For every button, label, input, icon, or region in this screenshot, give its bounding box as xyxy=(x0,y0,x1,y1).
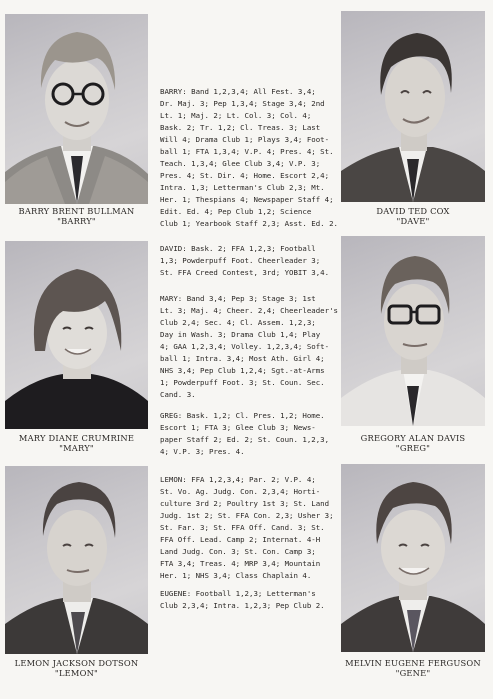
bio-line: 1; Powderpuff Foot. 3; St. Coun. Sec. xyxy=(160,378,325,387)
bio-barry xyxy=(160,86,338,230)
bio-david xyxy=(160,243,338,279)
bio-line: Lt. 1; Maj. 2; Lt. Col. 3; Col. 4; xyxy=(160,111,312,120)
bio-greg xyxy=(160,410,338,458)
bio-line: Intra. 1,3; Letterman's Club 2,3; Mt. xyxy=(160,183,325,192)
caption-barry-bullman xyxy=(0,206,153,226)
bio-line: St. Vo. Ag. Judg. Con. 2,3,4; Horti- xyxy=(160,487,321,496)
caption-mary-crumrine xyxy=(0,433,153,453)
bio-line: paper Staff 2; Ed. 2; St. Coun. 1,2,3, xyxy=(160,435,330,444)
bio-line: St. FFA Creed Contest, 3rd; YOBIT 3,4. xyxy=(160,268,330,277)
bio-line: Dr. Maj. 3; Pep 1,3,4; Stage 3,4; 2nd xyxy=(160,99,325,108)
caption-lemon-dotson xyxy=(0,658,153,678)
bio-line: LEMON: FFA 1,2,3,4; Par. 2; V.P. 4; xyxy=(160,475,316,484)
name-mary: MARY DIANE CRUMRINE xyxy=(18,433,135,443)
portrait-lemon-dotson xyxy=(5,466,148,654)
bio-line: Edit. Ed. 4; Pep Club 1,2; Science xyxy=(160,207,312,216)
bio-line: Land Judg. Con. 3; St. Con. Camp 3; xyxy=(160,547,316,556)
bio-line: Club 1; Yearbook Staff 2,3; Asst. Ed. 2. xyxy=(160,219,338,228)
bio-line: FFA Off. Lead. Camp 2; Internat. 4-H xyxy=(160,535,321,544)
bio-line: Club 2,3,4; Intra. 1,2,3; Pep Club 2. xyxy=(160,601,325,610)
nickname-greg: "GREG" xyxy=(395,443,431,453)
bio-line: Club 2,4; Sec. 4; Cl. Assem. 1,2,3; xyxy=(160,318,316,327)
name-gene: MELVIN EUGENE FERGUSON xyxy=(345,658,481,668)
bio-line: Day in Wash. 3; Drama Club 1,4; Play xyxy=(160,330,321,339)
bio-line: St. Far. 3; St. FFA Off. Cand. 3; St. xyxy=(160,523,325,532)
name-lemon: LEMON JACKSON DOTSON xyxy=(14,658,139,668)
bio-line: Escort 1; FTA 3; Glee Club 3; News- xyxy=(160,423,316,432)
bio-line: BARRY: Band 1,2,3,4; All Fest. 3,4; xyxy=(160,87,316,96)
portrait-melvin-ferguson xyxy=(341,464,485,652)
bio-line: ball 1; Intra. 3,4; Most Ath. Girl 4; xyxy=(160,354,325,363)
name-greg: GREGORY ALAN DAVIS xyxy=(360,433,466,443)
bio-line: NHS 3,4; Pep Club 1,2,4; Sgt.-at-Arms xyxy=(160,366,325,375)
bio-gene xyxy=(160,588,338,612)
bio-line: culture 3rd 2; Poultry 1st 3; St. Land xyxy=(160,499,330,508)
bio-line: Will 4; Drama Club 1; Plays 3,4; Foot- xyxy=(160,135,330,144)
bio-line: DAVID: Bask. 2; FFA 1,2,3; Football xyxy=(160,244,316,253)
bio-line: Judg. 1st 2; St. FFA Con. 2,3; Usher 3; xyxy=(160,511,334,520)
bio-line: EUGENE: Football 1,2,3; Letterman's xyxy=(160,589,316,598)
bio-line: Lt. 3; Maj. 4; Cheer. 2,4; Cheerleader's xyxy=(160,306,338,315)
bio-lemon xyxy=(160,474,338,582)
nickname-lemon: "LEMON" xyxy=(54,668,99,678)
nickname-gene: "GENE" xyxy=(395,668,431,678)
caption-gregory-davis xyxy=(336,433,490,453)
portrait-barry-bullman xyxy=(5,14,148,204)
bio-line: FTA 3,4; Treas. 4; MRP 3,4; Mountain xyxy=(160,559,321,568)
bio-line: ball 1; FTA 1,3,4; V.P. 4; Pres. 4; St. xyxy=(160,147,334,156)
caption-david-cox xyxy=(336,206,490,226)
portrait-david-cox xyxy=(341,11,485,202)
bio-line: 4; GAA 1,2,3,4; Volley. 1,2,3,4; Soft- xyxy=(160,342,330,351)
bio-line: Her. 1; Thespians 4; Newspaper Staff 4; xyxy=(160,195,334,204)
nickname-mary: "MARY" xyxy=(59,443,94,453)
bio-line: MARY: Band 3,4; Pep 3; Stage 3; 1st xyxy=(160,294,316,303)
portrait-mary-crumrine xyxy=(5,241,148,429)
caption-melvin-ferguson xyxy=(336,658,490,678)
portrait-gregory-davis xyxy=(341,236,485,426)
bio-line: Her. 1; NHS 3,4; Class Chaplain 4. xyxy=(160,571,312,580)
name-david: DAVID TED COX xyxy=(376,206,450,216)
nickname-david: "DAVE" xyxy=(396,216,430,226)
bio-line: Bask. 2; Tr. 1,2; Cl. Treas. 3; Last xyxy=(160,123,321,132)
bio-mary xyxy=(160,293,338,401)
bio-line: Teach. 1,3,4; Glee Club 3,4; V.P. 3; xyxy=(160,159,321,168)
bio-line: 4; V.P. 3; Pres. 4. xyxy=(160,447,245,456)
bio-line: Pres. 4; St. Dir. 4; Home. Escort 2,4; xyxy=(160,171,330,180)
name-barry: BARRY BRENT BULLMAN xyxy=(18,206,135,216)
bio-line: 1,3; Powderpuff Foot. Cheerleader 3; xyxy=(160,256,321,265)
bio-line: Cand. 3. xyxy=(160,390,196,399)
nickname-barry: "BARRY" xyxy=(57,216,96,226)
bio-line: GREG: Bask. 1,2; Cl. Pres. 1,2; Home. xyxy=(160,411,325,420)
